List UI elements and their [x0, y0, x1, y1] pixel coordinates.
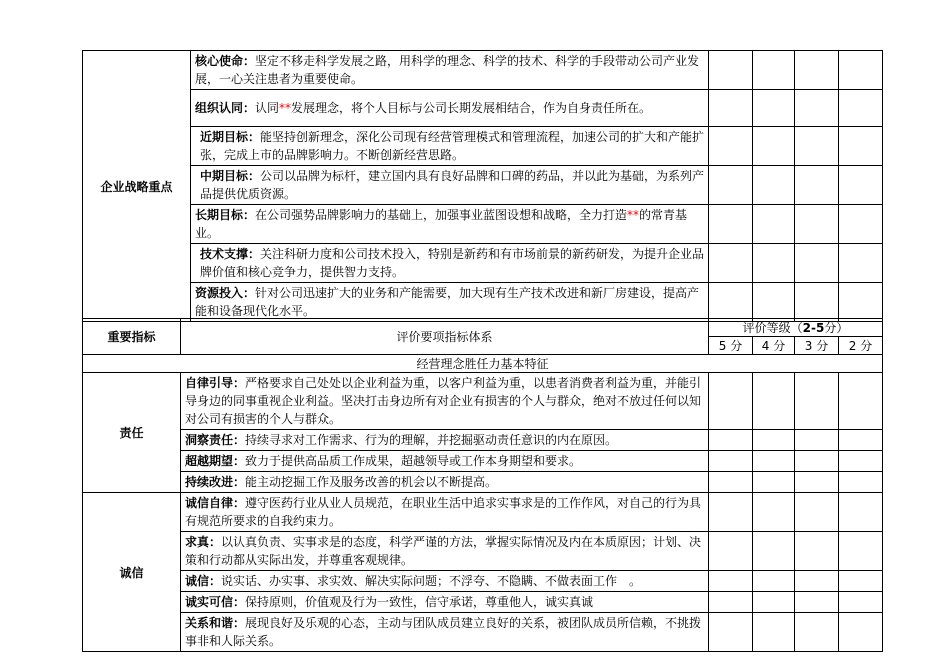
- score-cell[interactable]: [753, 283, 795, 322]
- grade-3: 3 分: [795, 337, 839, 355]
- score-cell[interactable]: [839, 613, 883, 652]
- item-harmony: 关系和谐：展现良好及乐观的心态，主动与团队成员建立良好的关系，被团队成员所信赖，不挑拨事非和人际关系。: [181, 613, 709, 652]
- score-cell[interactable]: [795, 472, 839, 493]
- score-cell[interactable]: [709, 373, 753, 430]
- score-cell[interactable]: [753, 166, 795, 205]
- strategy-item-long-term: 长期目标：在公司强势品牌影响力的基础上，加强事业蓝图设想和战略，全力打造**的常青基业。: [191, 205, 709, 244]
- column-header-system: 评价要项指标体系: [181, 319, 709, 355]
- score-cell[interactable]: [709, 532, 753, 571]
- score-cell[interactable]: [753, 493, 795, 532]
- score-cell[interactable]: [709, 90, 753, 127]
- score-cell[interactable]: [839, 451, 883, 472]
- score-cell[interactable]: [753, 451, 795, 472]
- strategy-item-mid-term: 中期目标：公司以品牌为标杆，建立国内具有良好品牌和口碑的药品，并以此为基础，为系列产品提供优质资源。: [191, 166, 709, 205]
- score-cell[interactable]: [753, 244, 795, 283]
- score-cell[interactable]: [839, 244, 883, 283]
- score-cell[interactable]: [795, 373, 839, 430]
- score-cell[interactable]: [795, 532, 839, 571]
- score-cell[interactable]: [795, 205, 839, 244]
- score-cell[interactable]: [839, 430, 883, 451]
- score-cell[interactable]: [839, 127, 883, 166]
- item-integrity-discipline: 诚信自律：遵守医药行业从业人员规范，在职业生活中追求实事求是的工作作风，对自己的行为具有规范所要求的自我约束力。: [181, 493, 709, 532]
- score-cell[interactable]: [795, 493, 839, 532]
- score-cell[interactable]: [839, 373, 883, 430]
- score-cell[interactable]: [839, 283, 883, 322]
- score-cell[interactable]: [709, 166, 753, 205]
- score-cell[interactable]: [753, 205, 795, 244]
- strategy-item-short-term: 近期目标：能坚持创新理念，深化公司现有经营管理模式和管理流程，加速公司的扩大和产能扩张，完成上市的品牌影响力。不断创新经营思路。: [191, 127, 709, 166]
- section-title: 经营理念胜任力基本特征: [83, 355, 883, 373]
- score-cell[interactable]: [795, 90, 839, 127]
- score-cell[interactable]: [839, 571, 883, 592]
- score-cell[interactable]: [709, 244, 753, 283]
- score-cell[interactable]: [839, 90, 883, 127]
- grade-header: 评价等级（2-5分）: [709, 319, 883, 337]
- item-honesty: 诚信：说实话、办实事、求实效、解决实际问题；不浮夸、不隐瞒、不做表面工作 。: [181, 571, 709, 592]
- score-cell[interactable]: [709, 127, 753, 166]
- score-cell[interactable]: [753, 532, 795, 571]
- indicator-responsibility: 责任: [83, 373, 181, 493]
- score-cell[interactable]: [753, 592, 795, 613]
- score-cell[interactable]: [795, 613, 839, 652]
- score-cell[interactable]: [753, 472, 795, 493]
- item-truth-seeking: 求真：以认真负责、实事求是的态度，科学严谨的方法，掌握实际情况及内在本质原因；计划、决策和行动都从实际出发，并尊重客观规律。: [181, 532, 709, 571]
- item-self-discipline: 自律引导：严格要求自己处处以企业利益为重，以客户利益为重，以患者消费者利益为重，并能引导身边的同事重视企业利益。坚决打击身边所有对企业有损害的个人与群众，绝对不放过任何以知对公司有损害的个人与群众。: [181, 373, 709, 430]
- score-cell[interactable]: [753, 373, 795, 430]
- score-cell[interactable]: [709, 493, 753, 532]
- grade-2: 2 分: [839, 337, 883, 355]
- score-cell[interactable]: [753, 430, 795, 451]
- score-cell[interactable]: [795, 51, 839, 90]
- score-cell[interactable]: [709, 472, 753, 493]
- strategy-item-resource: 资源投入：针对公司迅速扩大的业务和产能需要，加大现有生产技术改进和新厂房建设，提高产能和设备现代化水平。: [191, 283, 709, 322]
- score-cell[interactable]: [839, 532, 883, 571]
- score-cell[interactable]: [795, 127, 839, 166]
- score-cell[interactable]: [753, 90, 795, 127]
- score-cell[interactable]: [709, 283, 753, 322]
- score-cell[interactable]: [709, 613, 753, 652]
- column-header-indicator: 重要指标: [83, 319, 181, 355]
- score-cell[interactable]: [709, 571, 753, 592]
- score-cell[interactable]: [709, 205, 753, 244]
- score-cell[interactable]: [795, 283, 839, 322]
- score-cell[interactable]: [795, 430, 839, 451]
- score-cell[interactable]: [839, 493, 883, 532]
- grade-5: 5 分: [709, 337, 753, 355]
- score-cell[interactable]: [839, 51, 883, 90]
- score-cell[interactable]: [753, 51, 795, 90]
- item-insight: 洞察责任：持续寻求对工作需求、行为的理解，并挖掘驱动责任意识的内在原因。: [181, 430, 709, 451]
- score-cell[interactable]: [839, 472, 883, 493]
- score-cell[interactable]: [709, 451, 753, 472]
- strategy-category: 企业战略重点: [83, 51, 191, 322]
- score-cell[interactable]: [795, 451, 839, 472]
- score-cell[interactable]: [753, 613, 795, 652]
- score-cell[interactable]: [709, 51, 753, 90]
- item-trustworthy: 诚实可信：保持原则，价值观及行为一致性，信守承诺，尊重他人，诚实真诚: [181, 592, 709, 613]
- item-continuous-improvement: 持续改进：能主动挖掘工作及服务改善的机会以不断提高。: [181, 472, 709, 493]
- score-cell[interactable]: [795, 244, 839, 283]
- strategy-item-tech: 技术支撑：关注科研力度和公司技术投入，特别是新药和有市场前景的新药研发，为提升企业品牌价值和核心竞争力，提供智力支持。: [191, 244, 709, 283]
- strategy-item-identity: 组织认同：认同**发展理念，将个人目标与公司长期发展相结合，作为自身责任所在。: [191, 90, 709, 127]
- score-cell[interactable]: [795, 571, 839, 592]
- grade-4: 4 分: [753, 337, 795, 355]
- score-cell[interactable]: [839, 592, 883, 613]
- strategy-item-mission: 核心使命：坚定不移走科学发展之路，用科学的理念、科学的技术、科学的手段带动公司产业发展，一心关注患者为重要使命。: [191, 51, 709, 90]
- evaluation-table: [82, 318, 883, 652]
- score-cell[interactable]: [753, 571, 795, 592]
- score-cell[interactable]: [795, 592, 839, 613]
- score-cell[interactable]: [753, 127, 795, 166]
- indicator-integrity: 诚信: [83, 493, 181, 652]
- score-cell[interactable]: [709, 430, 753, 451]
- score-cell[interactable]: [839, 205, 883, 244]
- score-cell[interactable]: [795, 166, 839, 205]
- score-cell[interactable]: [839, 166, 883, 205]
- strategy-table: [82, 50, 883, 322]
- item-exceed-expectation: 超越期望：致力于提供高品质工作成果，超越领导或工作本身期望和要求。: [181, 451, 709, 472]
- score-cell[interactable]: [709, 592, 753, 613]
